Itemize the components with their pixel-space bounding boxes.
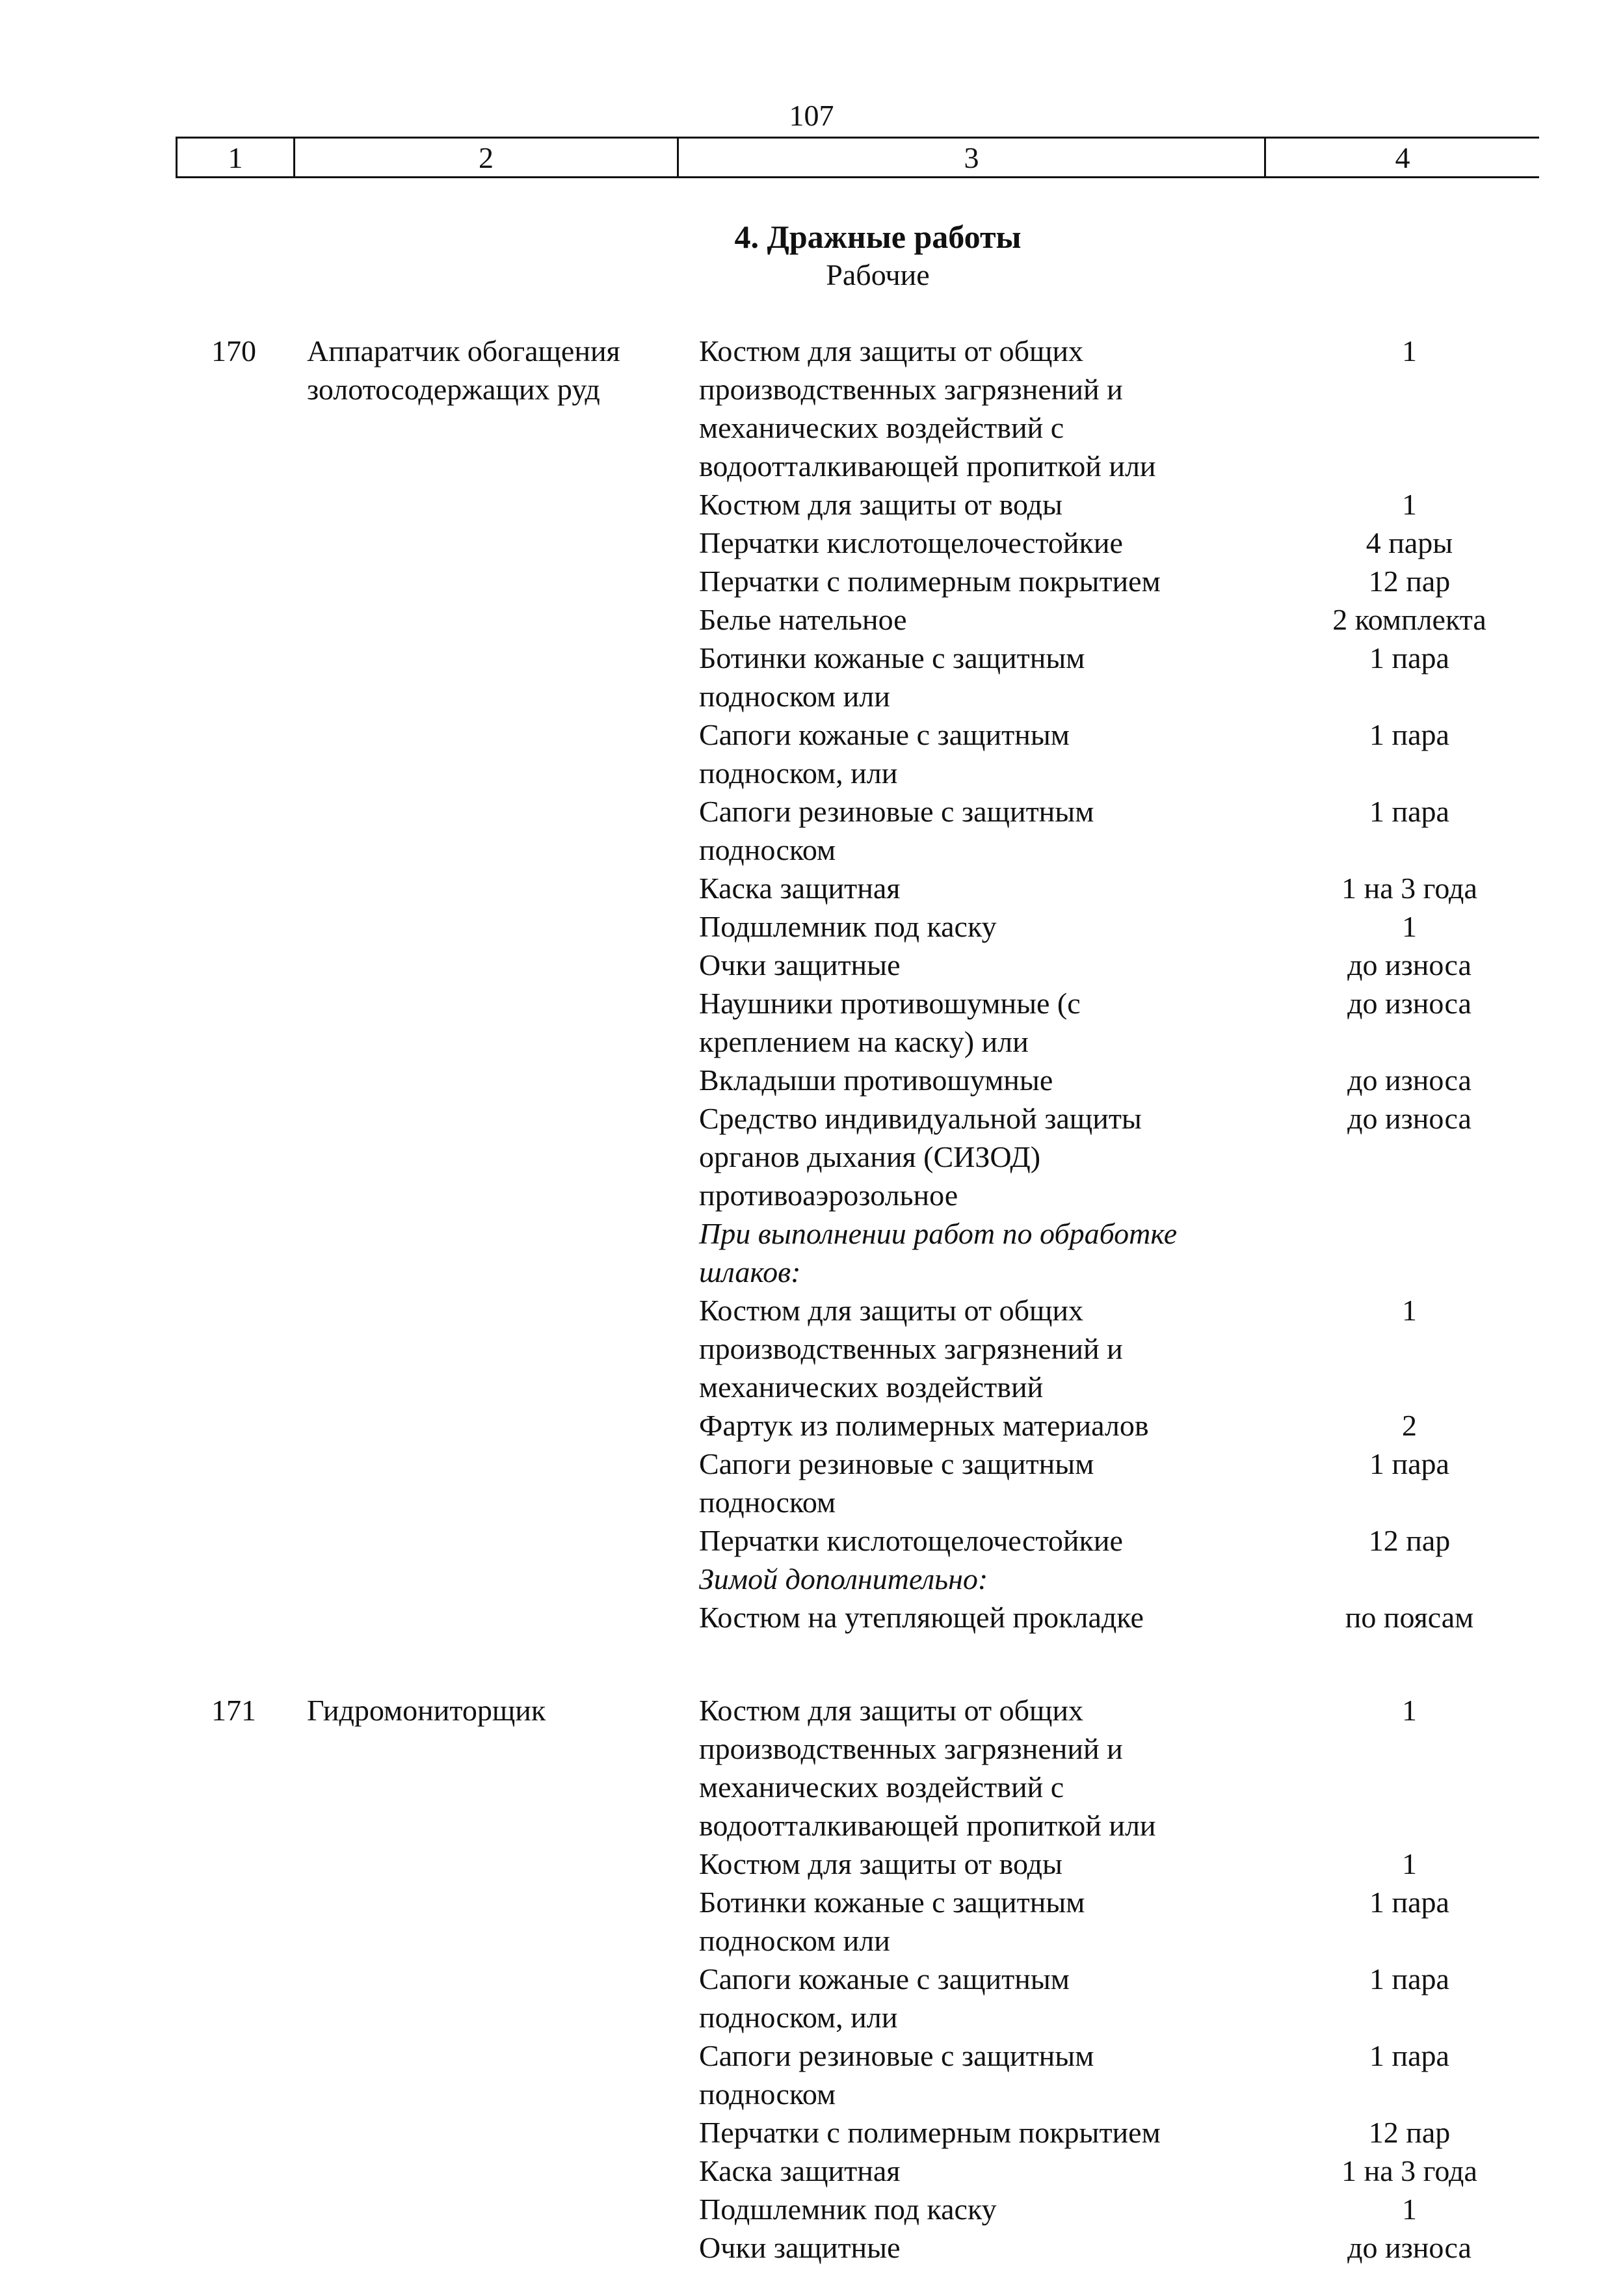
ppe-item-name — [699, 524, 1248, 562]
ppe-item-name — [699, 1445, 1248, 1521]
entry-job-title — [307, 332, 671, 408]
ppe-item-name — [699, 1406, 1248, 1445]
ppe-item-name — [699, 984, 1248, 1061]
ppe-item-line: Зимой дополнительно: — [699, 1562, 988, 1595]
ppe-item-norm: 1 — [1402, 488, 1417, 521]
ppe-item-line: Сапоги резиновые с защитным — [699, 1447, 1094, 1480]
ppe-item-line: подноском — [699, 1486, 836, 1519]
job-title-line: Гидромониторщик — [307, 1694, 546, 1727]
ppe-item-line: Перчатки с полимерным покрытием — [699, 565, 1161, 598]
column-header-4: 4 — [1265, 138, 1540, 178]
ppe-item-row — [699, 1691, 1570, 1845]
ppe-item-line: Наушники противошумные (с — [699, 987, 1081, 1020]
ppe-item-row — [699, 1445, 1570, 1521]
ppe-item-name — [699, 485, 1248, 524]
ppe-item-norm: 1 — [1402, 1694, 1417, 1727]
ppe-item-name — [699, 2152, 1248, 2190]
ppe-item-line: Костюм для защиты от общих — [699, 1294, 1084, 1327]
ppe-item-line: Очки защитные — [699, 948, 901, 981]
ppe-item-name — [699, 1061, 1248, 1099]
ppe-item-line: подноском или — [699, 680, 890, 713]
ppe-item-norm: до износа — [1347, 1063, 1471, 1097]
ppe-item-line: подноском — [699, 833, 836, 866]
ppe-item-row — [699, 2113, 1570, 2152]
ppe-item-name — [699, 600, 1248, 639]
ppe-item-norm: 1 пара — [1369, 2039, 1449, 2072]
ppe-item-row — [699, 1598, 1570, 1636]
ppe-item-line: Вкладыши противошумные — [699, 1063, 1053, 1097]
ppe-item-norm: 12 пар — [1368, 2116, 1451, 2149]
ppe-item-name — [699, 1883, 1248, 1960]
ppe-item-line: При выполнении работ по обработке — [699, 1217, 1178, 1250]
ppe-item-name — [699, 2036, 1248, 2113]
ppe-item-norm: 1 — [1402, 910, 1417, 943]
ppe-item-row — [699, 639, 1570, 715]
ppe-item-norm — [1248, 1560, 1570, 1598]
ppe-item-name — [699, 907, 1248, 946]
condition-note — [699, 1214, 1570, 1291]
ppe-item-line: Костюм для защиты от общих — [699, 1694, 1084, 1727]
ppe-item-row — [699, 1406, 1570, 1445]
ppe-item-row — [699, 1099, 1570, 1214]
column-header-row — [176, 137, 1539, 178]
ppe-item-norm: 12 пар — [1368, 565, 1451, 598]
ppe-item-line: Средство индивидуальной защиты — [699, 1102, 1142, 1135]
ppe-item-name — [699, 562, 1248, 600]
ppe-item-name — [699, 1214, 1248, 1291]
ppe-item-row — [699, 946, 1570, 984]
ppe-item-norm: 1 пара — [1369, 718, 1449, 751]
ppe-item-name — [699, 1845, 1248, 1883]
ppe-item-line: механических воздействий с — [699, 411, 1064, 444]
ppe-item-norm: 1 пара — [1369, 641, 1449, 674]
ppe-item-norm — [1248, 1214, 1570, 1291]
ppe-item-line: Каска защитная — [699, 872, 901, 905]
ppe-item-row — [699, 600, 1570, 639]
ppe-item-row — [699, 1845, 1570, 1883]
ppe-item-line: органов дыхания (СИЗОД) — [699, 1140, 1041, 1173]
ppe-item-norm: 1 — [1402, 1294, 1417, 1327]
ppe-item-norm: 1 пара — [1369, 1447, 1449, 1480]
ppe-item-name — [699, 1291, 1248, 1406]
ppe-item-norm: до износа — [1347, 987, 1471, 1020]
ppe-item-line: водоотталкивающей пропиткой или — [699, 449, 1156, 483]
ppe-item-row — [699, 1883, 1570, 1960]
ppe-item-line: механических воздействий — [699, 1370, 1044, 1404]
ppe-item-name — [699, 946, 1248, 984]
ppe-item-line: производственных загрязнений и — [699, 1332, 1123, 1365]
entry-items — [699, 1691, 1570, 2267]
ppe-item-line: Костюм для защиты от воды — [699, 1847, 1062, 1880]
ppe-item-norm: по поясам — [1345, 1601, 1474, 1634]
ppe-item-row — [699, 2152, 1570, 2190]
ppe-item-name — [699, 332, 1248, 485]
ppe-item-norm: 2 комплекта — [1332, 603, 1486, 636]
ppe-item-line: Сапоги резиновые с защитным — [699, 2039, 1094, 2072]
ppe-item-name — [699, 1521, 1248, 1560]
ppe-item-row — [699, 1960, 1570, 2036]
ppe-item-name — [699, 715, 1248, 792]
ppe-item-row — [699, 524, 1570, 562]
entry-number: 171 — [211, 1694, 256, 1727]
ppe-item-row — [699, 1061, 1570, 1099]
ppe-item-line: Каска защитная — [699, 2154, 901, 2187]
entry-number: 170 — [211, 334, 256, 367]
ppe-item-line: Сапоги кожаные с защитным — [699, 1962, 1070, 1996]
ppe-item-row — [699, 2190, 1570, 2228]
ppe-item-norm: 1 — [1402, 1847, 1417, 1880]
entry-job-title — [307, 1691, 671, 1729]
ppe-item-name — [699, 792, 1248, 869]
ppe-item-norm: 1 на 3 года — [1341, 2154, 1477, 2187]
ppe-item-line: механических воздействий с — [699, 1770, 1064, 1804]
ppe-item-norm: 1 — [1402, 2193, 1417, 2226]
ppe-item-name — [699, 1960, 1248, 2036]
ppe-item-name — [699, 2190, 1248, 2228]
section-subtitle: Рабочие — [826, 258, 930, 291]
ppe-item-norm: 2 — [1402, 1409, 1417, 1442]
job-title-line: золотосодержащих руд — [307, 373, 600, 406]
ppe-item-name — [699, 1560, 1248, 1598]
ppe-item-norm: до износа — [1347, 1102, 1471, 1135]
section-title: 4. Дражные работы — [734, 219, 1022, 255]
ppe-item-line: Сапоги резиновые с защитным — [699, 795, 1094, 828]
ppe-item-line: Ботинки кожаные с защитным — [699, 641, 1085, 674]
ppe-item-row — [699, 715, 1570, 792]
ppe-item-line: Костюм для защиты от воды — [699, 488, 1062, 521]
ppe-item-row — [699, 485, 1570, 524]
ppe-item-row — [699, 869, 1570, 907]
ppe-item-row — [699, 2228, 1570, 2267]
column-header-3: 3 — [678, 138, 1265, 178]
ppe-item-line: Белье нательное — [699, 603, 907, 636]
ppe-item-line: водоотталкивающей пропиткой или — [699, 1809, 1156, 1842]
ppe-item-row — [699, 332, 1570, 485]
ppe-item-line: креплением на каску) или — [699, 1025, 1029, 1058]
ppe-item-line: Перчатки кислотощелочестойкие — [699, 526, 1123, 559]
ppe-item-norm: 4 пары — [1366, 526, 1453, 559]
ppe-item-name — [699, 869, 1248, 907]
ppe-item-line: Фартук из полимерных материалов — [699, 1409, 1149, 1442]
ppe-item-norm: до износа — [1347, 2231, 1471, 2264]
ppe-item-line: Подшлемник под каску — [699, 2193, 997, 2226]
ppe-item-row — [699, 562, 1570, 600]
ppe-item-line: Очки защитные — [699, 2231, 901, 2264]
job-title-line: Аппаратчик обогащения — [307, 334, 620, 367]
condition-note — [699, 1560, 1570, 1598]
ppe-item-name — [699, 1598, 1248, 1636]
ppe-item-norm: 1 на 3 года — [1341, 872, 1477, 905]
ppe-item-row — [699, 2036, 1570, 2113]
entry-items — [699, 332, 1570, 1636]
ppe-item-norm: 1 — [1402, 334, 1417, 367]
ppe-item-line: Костюм на утепляющей прокладке — [699, 1601, 1144, 1634]
page-number: 107 — [789, 99, 834, 132]
ppe-item-line: Костюм для защиты от общих — [699, 334, 1084, 367]
ppe-item-line: Ботинки кожаные с защитным — [699, 1886, 1085, 1919]
ppe-item-row — [699, 792, 1570, 869]
column-header-1: 1 — [177, 138, 295, 178]
ppe-item-line: производственных загрязнений и — [699, 373, 1123, 406]
ppe-item-row — [699, 907, 1570, 946]
ppe-item-line: подноском, или — [699, 2001, 898, 2034]
ppe-item-line: подноском, или — [699, 756, 898, 790]
ppe-item-norm: 1 пара — [1369, 795, 1449, 828]
ppe-item-line: противоаэрозольное — [699, 1179, 958, 1212]
ppe-item-line: Перчатки кислотощелочестойкие — [699, 1524, 1123, 1557]
ppe-item-line: Перчатки с полимерным покрытием — [699, 2116, 1161, 2149]
ppe-item-line: подноском — [699, 2077, 836, 2111]
ppe-item-line: производственных загрязнений и — [699, 1732, 1123, 1765]
ppe-item-name — [699, 1691, 1248, 1845]
ppe-item-name — [699, 2228, 1248, 2267]
ppe-item-name — [699, 639, 1248, 715]
ppe-item-line: Подшлемник под каску — [699, 910, 997, 943]
ppe-item-norm: до износа — [1347, 948, 1471, 981]
ppe-item-name — [699, 2113, 1248, 2152]
ppe-item-norm: 12 пар — [1368, 1524, 1451, 1557]
ppe-item-row — [699, 1291, 1570, 1406]
ppe-item-name — [699, 1099, 1248, 1214]
ppe-item-row — [699, 984, 1570, 1061]
column-header-2: 2 — [295, 138, 678, 178]
ppe-item-line: шлаков: — [699, 1255, 801, 1288]
ppe-item-norm: 1 пара — [1369, 1886, 1449, 1919]
ppe-item-line: подноском или — [699, 1924, 890, 1957]
ppe-item-norm: 1 пара — [1369, 1962, 1449, 1996]
ppe-item-line: Сапоги кожаные с защитным — [699, 718, 1070, 751]
ppe-item-row — [699, 1521, 1570, 1560]
